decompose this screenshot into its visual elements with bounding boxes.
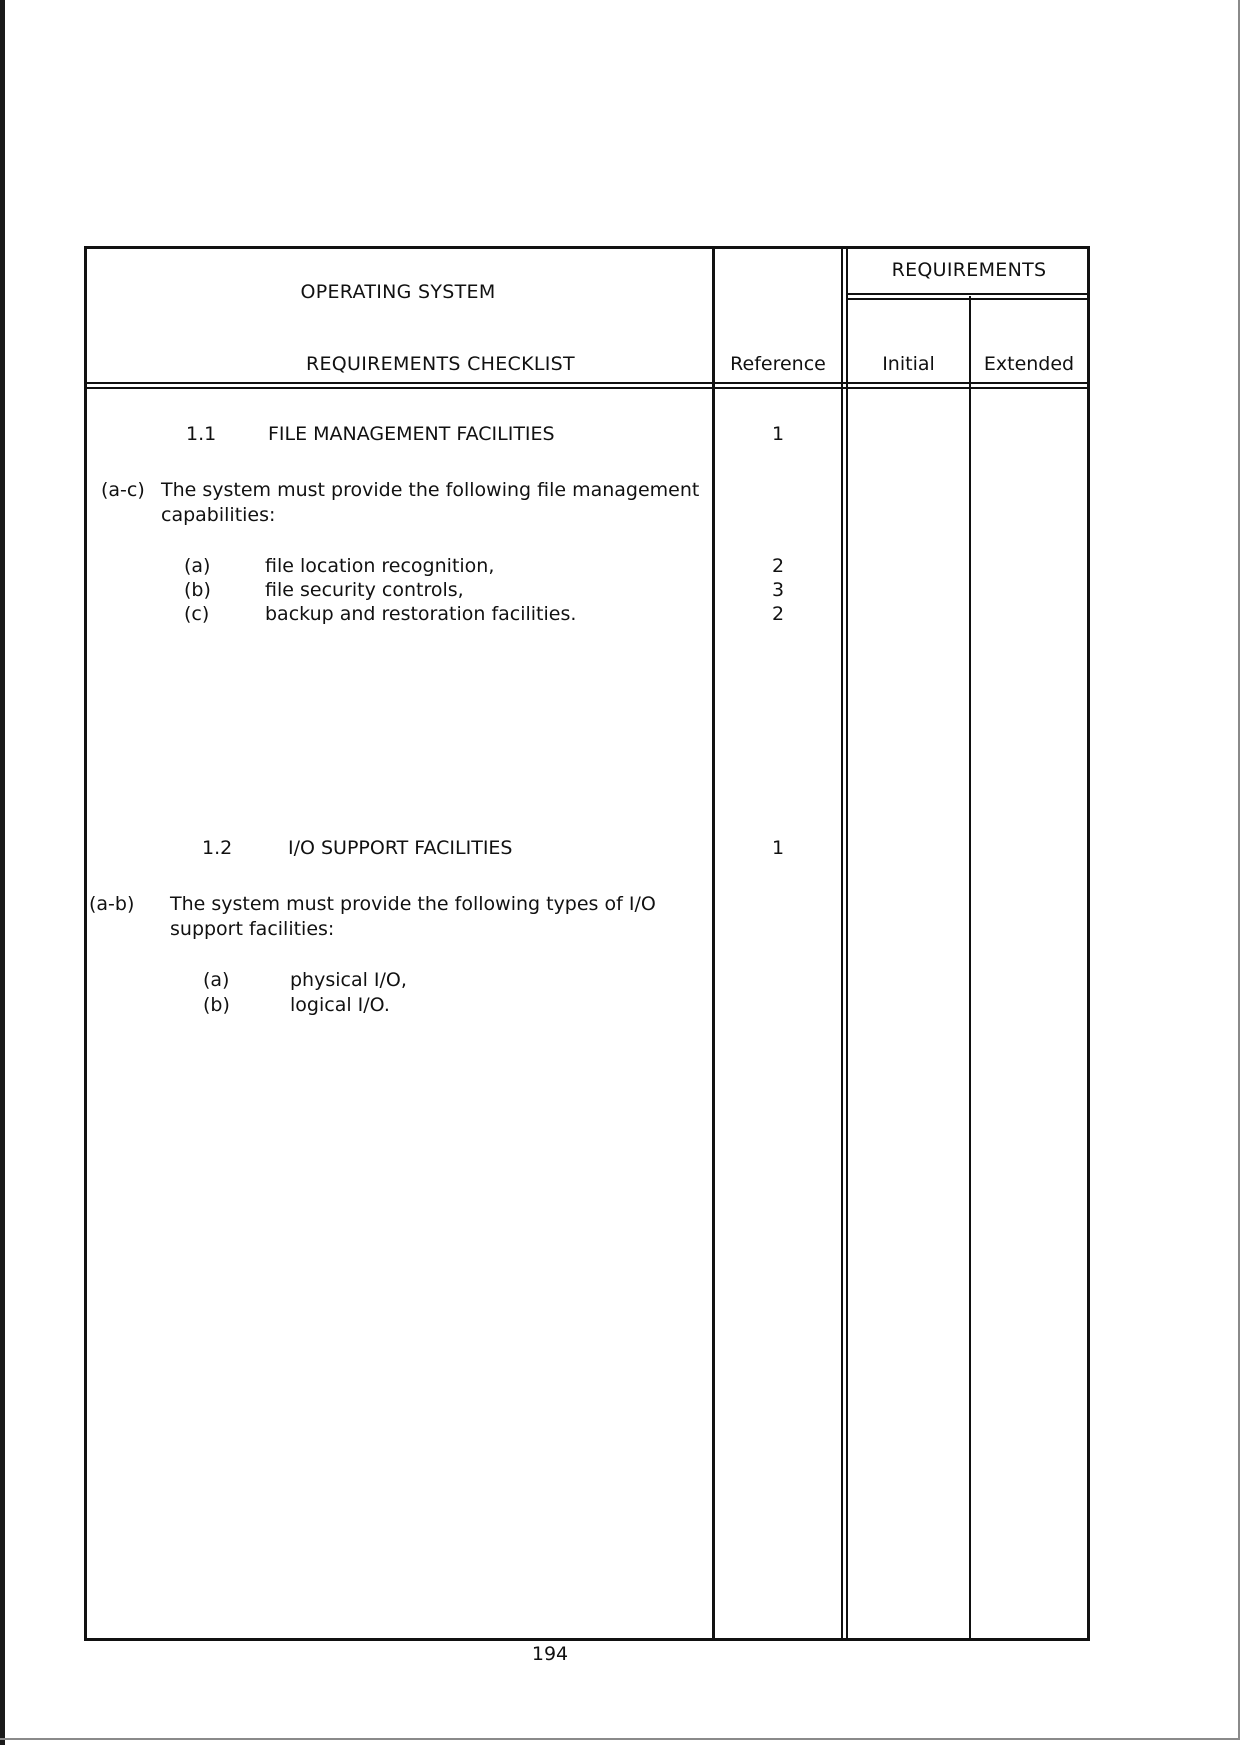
section-number: 1.1 — [186, 423, 217, 445]
section-reference: 1 — [771, 837, 785, 859]
section-number: 1.2 — [202, 837, 233, 859]
header-separator — [84, 382, 1090, 384]
reference-column-header: Reference — [730, 353, 826, 375]
requirements-subheader-line — [846, 293, 1090, 295]
item-text: file security controls, — [265, 579, 464, 601]
table-bottom-border — [84, 1638, 1090, 1641]
requirements-checklist-table — [84, 246, 1090, 1641]
item-range: (a-b) — [89, 893, 135, 915]
item-text: logical I/O. — [290, 994, 390, 1016]
requirements-column-header: REQUIREMENTS — [891, 259, 1047, 281]
header-separator-second — [84, 387, 1090, 389]
extended-column-header: Extended — [983, 353, 1075, 375]
table-right-border — [1087, 246, 1090, 1641]
initial-extended-divider — [969, 296, 971, 1641]
requirement-text-continued: support facilities: — [170, 918, 335, 940]
item-text: file location recognition, — [265, 555, 495, 577]
item-reference: 2 — [771, 555, 785, 577]
item-reference: 3 — [771, 579, 785, 601]
initial-column-header: Initial — [882, 353, 935, 375]
item-text: physical I/O, — [290, 969, 407, 991]
requirement-text-continued: capabilities: — [161, 504, 276, 526]
table-left-border — [84, 246, 87, 1641]
requirements-column-divider — [841, 246, 843, 1641]
item-reference: 2 — [771, 603, 785, 625]
item-range: (a-c) — [101, 479, 145, 501]
item-label: (b) — [203, 994, 230, 1016]
item-label: (a) — [203, 969, 230, 991]
item-label: (c) — [184, 603, 210, 625]
item-label: (b) — [184, 579, 211, 601]
table-top-border — [84, 246, 1090, 249]
item-label: (a) — [184, 555, 211, 577]
scan-edge-left — [0, 0, 5, 1745]
reference-column-divider — [712, 246, 715, 1641]
table-title-line1: OPERATING SYSTEM — [300, 281, 496, 303]
item-text: backup and restoration facilities. — [265, 603, 577, 625]
requirements-column-divider-second — [846, 246, 848, 1641]
section-title: FILE MANAGEMENT FACILITIES — [268, 423, 555, 445]
scan-edge-right — [1238, 0, 1240, 1740]
page-number: 194 — [531, 1643, 569, 1665]
table-title-line2: REQUIREMENTS CHECKLIST — [306, 353, 575, 375]
section-reference: 1 — [771, 423, 785, 445]
requirements-subheader-line-second — [846, 298, 1090, 300]
scan-edge-bottom — [0, 1738, 1240, 1740]
requirement-text: The system must provide the following types of I/O — [170, 893, 656, 915]
requirement-text: The system must provide the following file management — [161, 479, 700, 501]
section-title: I/O SUPPORT FACILITIES — [288, 837, 513, 859]
